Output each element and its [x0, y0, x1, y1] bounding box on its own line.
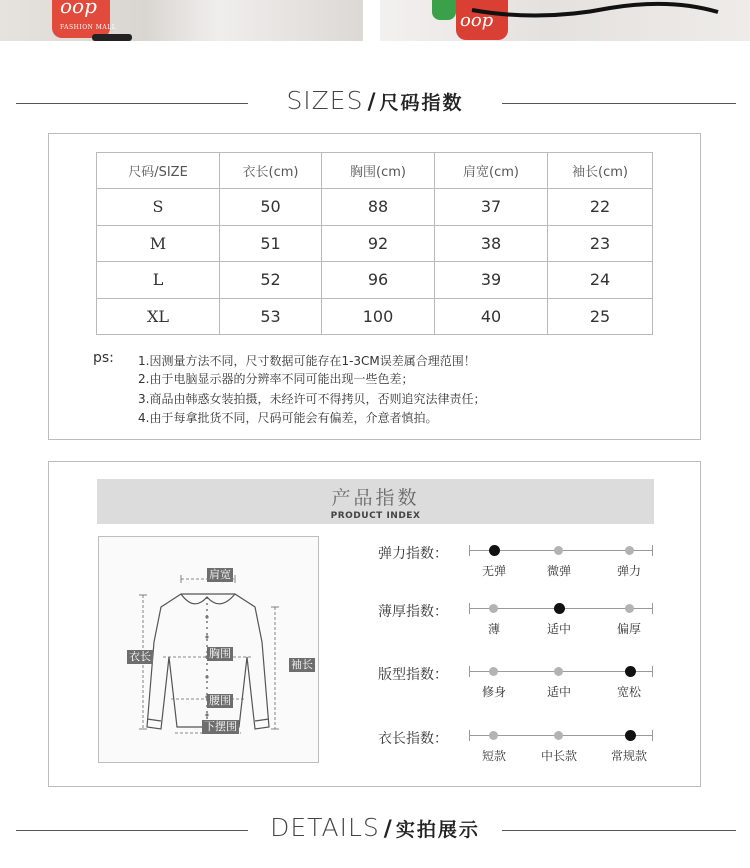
index-name-length: 衣长指数：	[378, 731, 448, 747]
label-chest: 胸围	[209, 647, 231, 660]
header-size: 尺码/SIZE	[97, 153, 220, 189]
index-dot	[625, 604, 634, 613]
index-track-elasticity	[469, 545, 653, 557]
details-section-title	[0, 813, 750, 849]
index-dot	[489, 667, 498, 676]
note-line: 3.商品由韩惑女装拍摄，未经许可不得拷贝，否则追究法律责任；	[138, 392, 486, 406]
index-dot-selected	[554, 603, 565, 614]
bag-logo-text: oop	[60, 0, 97, 18]
product-index-header	[97, 479, 654, 524]
table-row	[97, 225, 653, 262]
cell-length: 53	[220, 298, 322, 335]
table-row	[97, 298, 653, 335]
index-option: 无弹	[481, 564, 506, 578]
details-title-en: DETAILS	[270, 813, 380, 842]
cell-size: XL	[97, 298, 220, 335]
size-table-header	[97, 153, 653, 189]
index-option: 适中	[546, 622, 571, 636]
index-option: 修身	[481, 685, 506, 699]
index-dot	[489, 731, 498, 740]
header-sleeve: 袖长(cm)	[548, 153, 653, 189]
label-waist: 腰围	[209, 694, 231, 707]
index-dot-selected	[625, 730, 636, 741]
index-name-elasticity: 弹力指数：	[378, 546, 448, 562]
label-length: 衣长	[129, 650, 151, 663]
strap-graphic	[380, 0, 750, 41]
table-row	[97, 262, 653, 299]
index-option: 中长款	[540, 749, 577, 763]
strap-graphic	[92, 34, 132, 41]
sizes-title-slash: /	[367, 90, 376, 115]
details-title-slash: /	[383, 817, 392, 842]
details-title-cn: 实拍展示	[395, 819, 480, 841]
cell-chest: 92	[322, 225, 435, 262]
index-dot-selected	[489, 545, 500, 556]
product-index-title-cn: 产品指数	[331, 487, 420, 509]
index-option: 宽松	[616, 685, 641, 699]
index-option: 薄	[487, 622, 500, 636]
index-dot-selected	[625, 666, 636, 677]
cell-shoulder: 38	[435, 225, 548, 262]
cell-size: S	[97, 189, 220, 226]
cell-size: L	[97, 262, 220, 299]
header-shoulder: 肩宽(cm)	[435, 153, 548, 189]
bag-subtext: FASHION MALL	[60, 24, 117, 31]
cell-chest: 88	[322, 189, 435, 226]
label-sleeve: 袖长	[291, 658, 313, 671]
index-option: 偏厚	[616, 622, 641, 636]
cell-shoulder: 37	[435, 189, 548, 226]
top-photo-left	[0, 0, 363, 41]
header-length: 衣长(cm)	[220, 153, 322, 189]
index-dot	[554, 667, 563, 676]
sizes-title-en: SIZES	[286, 86, 364, 115]
label-hem: 下摆围	[204, 720, 237, 733]
index-dot	[554, 546, 563, 555]
cell-sleeve: 23	[548, 225, 653, 262]
bag-logo-text: oop	[460, 10, 494, 31]
cell-shoulder: 40	[435, 298, 548, 335]
cell-shoulder: 39	[435, 262, 548, 299]
index-dot	[489, 604, 498, 613]
index-dot	[625, 546, 634, 555]
sizes-section-title	[0, 86, 750, 122]
index-track-fit	[469, 666, 653, 678]
cell-chest: 96	[322, 262, 435, 299]
table-row	[97, 189, 653, 226]
cell-length: 50	[220, 189, 322, 226]
index-option: 微弹	[546, 564, 571, 578]
label-shoulder: 肩宽	[209, 568, 231, 581]
cell-sleeve: 25	[548, 298, 653, 335]
cell-sleeve: 22	[548, 189, 653, 226]
top-photo-right	[380, 0, 750, 41]
product-index-title-en: PRODUCT INDEX	[330, 511, 421, 521]
index-dot	[554, 731, 563, 740]
sizes-title-cn: 尺码指数	[379, 92, 464, 114]
garment-measurement-diagram	[98, 536, 319, 763]
index-track-thickness	[469, 603, 653, 615]
index-track-length	[469, 730, 653, 742]
index-name-thickness: 薄厚指数：	[378, 604, 448, 620]
cell-length: 51	[220, 225, 322, 262]
index-option: 短款	[481, 749, 506, 763]
cell-chest: 100	[322, 298, 435, 335]
ps-label: ps:	[93, 350, 114, 366]
cell-size: M	[97, 225, 220, 262]
index-option: 常规款	[610, 749, 647, 763]
cell-length: 52	[220, 262, 322, 299]
cell-sleeve: 24	[548, 262, 653, 299]
note-line: 1.因测量方法不同，尺寸数据可能存在1-3CM误差属合理范围！	[138, 354, 476, 368]
index-option: 适中	[546, 685, 571, 699]
index-option: 弹力	[616, 564, 641, 578]
index-name-fit: 版型指数：	[378, 667, 448, 683]
size-table	[96, 152, 653, 335]
note-line: 4.由于每拿批货不同，尺码可能会有偏差，介意者慎拍。	[138, 411, 438, 425]
header-chest: 胸围(cm)	[322, 153, 435, 189]
note-line: 2.由于电脑显示器的分辨率不同可能出现一些色差；	[138, 372, 414, 386]
